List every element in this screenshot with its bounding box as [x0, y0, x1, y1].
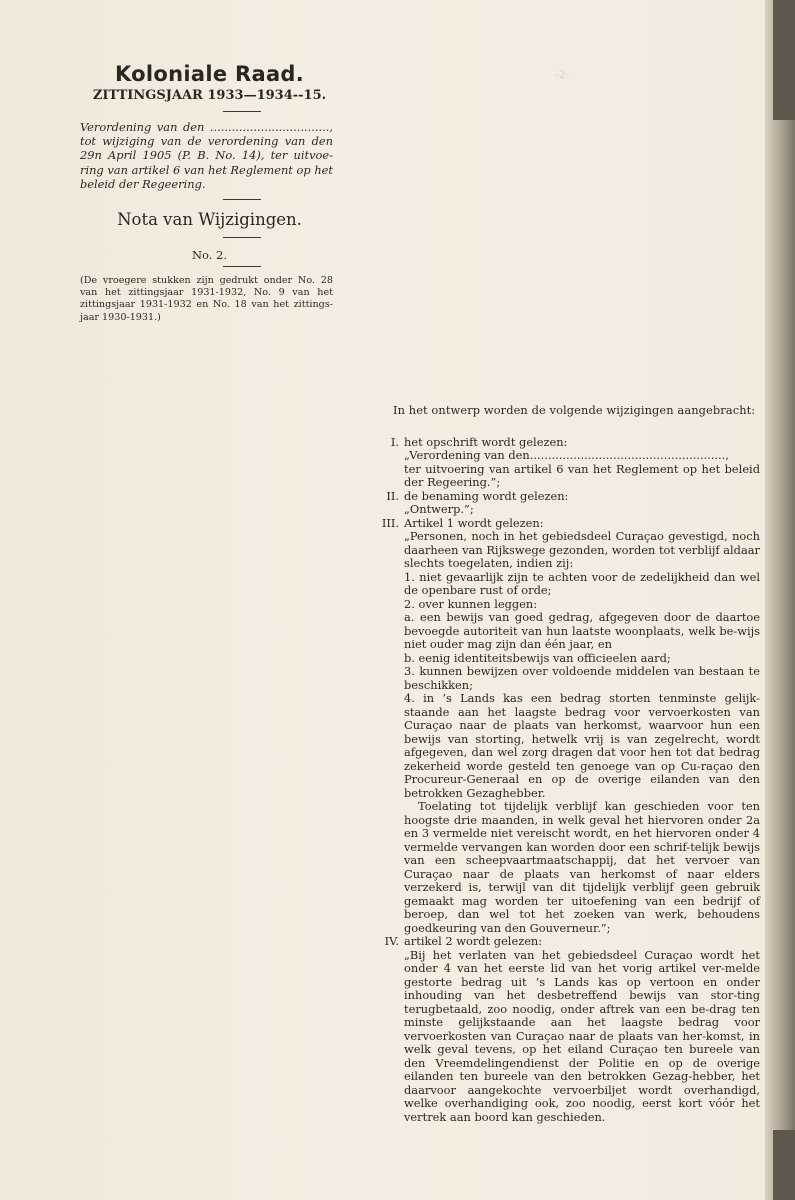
divider [223, 111, 261, 112]
item-text: b. eenig identiteitsbewijs van officieelen aard; [404, 650, 671, 665]
intro-text: In het ontwerp worden de volgende wijzigingen aangebracht: [393, 403, 756, 417]
item-number: IV. [384, 934, 399, 948]
item-text: „Personen, noch in het gebiedsdeel Curaçao gevestigd, noch daarheen van Rijkswege gezonden, worden tot verblijf aldaar slechts toegelaten, indien zij: [404, 529, 760, 570]
page-edge-shadow [765, 0, 795, 1200]
item-text: 4. in ’s Lands kas een bedrag storten tenminste gelijk-staande aan het laagste bedrag voor vervoerkosten van Curaçao naar de plaats van herkomst, waarvoor hun een bewijs van storting, hetwelk vrij is van zegelrecht, wordt afgegeven, dan wel zorg dragen dat voor hen tot dat bedrag zekerheid worde gesteld ten genoege van op Cu-raçao den Procureur-Generaal en op de overige eilanden van den betrokken Gezaghebber. [404, 691, 760, 800]
item-text: artikel 2 wordt gelezen: [404, 934, 543, 948]
item-number: I. [390, 434, 399, 449]
item-text: a. een bewijs van goed gedrag, afgegeven door de daartoe bevoegde autoriteit van hun laatste woonplaats, welk be-wijs niet ouder mag zijn dan één jaar, en [404, 610, 760, 651]
item-text: 2. over kunnen leggen: [404, 596, 538, 611]
earlier-documents-note: (De vroegere stukken zijn gedrukt onder No. 28 van het zittingsjaar 1931-1932, No. 9 van het zittingsjaar 1931-1932 en No. 18 van het zittings-jaar 1930-1931.) [80, 275, 333, 323]
amendment-item [364, 490, 760, 517]
ordinance-description: Verordening van den ................................., tot wijziging van de verordening van den 29n April 1905 (P. B. No. 14), ter uitvoe-ring van artikel 6 van het Reglement op het beleid der Regeering. [80, 120, 333, 191]
nota-title: Nota van Wijzigingen. [117, 210, 302, 230]
item-text: de benaming wordt gelezen: [404, 488, 569, 503]
amendment-item [364, 436, 760, 490]
amendment-item [364, 517, 760, 936]
item-text: „Bij het verlaten van het gebiedsdeel Curaçao wordt het onder 4 van het eerste lid van het vorig artikel ver-melde gestorte bedrag uit ’s Lands kas op vertoon en onder inhouding van het desbetreffend bewijs van stor-ting terugbetaald, zoo noodig, onder aftrek van een be-drag ten minste gelijkstaande aan het laagste bedrag voor vervoerkosten van Curaçao naar de plaats van her-komst, in welk geval tevens, op het eiland Curaçao ten bureele van den Vreemdelingendienst der Politie en op de overige eilanden ten bureele van den betrokken Gezag-hebber, het daarvoor aangekochte vervoerbiljet wordt overhandigd, welke overhandiging ook, zoo noodig, eerst kort vóór het vertrek aan boord kan geschieden. [404, 947, 760, 1124]
session-label: ZITTINGSJAAR 1933—1934--15. [92, 88, 327, 103]
amendments-body [364, 404, 760, 1124]
divider [223, 266, 261, 267]
item-text: Toelating tot tijdelijk verblijf kan geschieden voor ten hoogste drie maanden, in welk geval het hiervoren onder 2a en 3 vermelde niet vereischt wordt, en het hiervoren onder 4 vermelde vervangen kan worden door een schrif-telijk bewijs van een scheepvaartmaatschappij, dat het vervoer van Curaçao naar de plaats van herkomst of naar elders verzekerd is, terwijl van dit tijdelijk verblijf geen gebruik gemaakt mag worden ter uitoefening van een bedrijf of beroep, dan wel tot het zoeken van werk, behoudens goedkeuring van den Gouverneur.”; [404, 799, 760, 935]
item-text: het opschrift wordt gelezen: [404, 434, 568, 449]
item-number: II. [386, 488, 399, 503]
item-text: 3. kunnen bewijzen over voldoende middelen van bestaan te beschikken; [404, 664, 760, 692]
page-title: Koloniale Raad. [114, 62, 305, 86]
nota-number: No. 2. [191, 248, 228, 263]
divider [223, 237, 261, 238]
item-text: Artikel 1 wordt gelezen: [404, 515, 544, 530]
item-text: „Ontwerp.”; [404, 502, 474, 516]
amendment-item [364, 935, 760, 1124]
item-text: 1. niet gevaarlijk zijn te achten voor de zedelijkheid dan wel de openbare rust of orde; [404, 569, 760, 597]
item-text: „Verordening van den......................................................, [404, 448, 729, 462]
bleed-through-mark: -2- [555, 68, 570, 81]
divider [223, 199, 261, 200]
item-text: ter uitvoering van artikel 6 van het Reglement op het beleid der Regeering.”; [404, 461, 760, 489]
item-number: III. [381, 515, 399, 530]
header-block [78, 62, 333, 324]
